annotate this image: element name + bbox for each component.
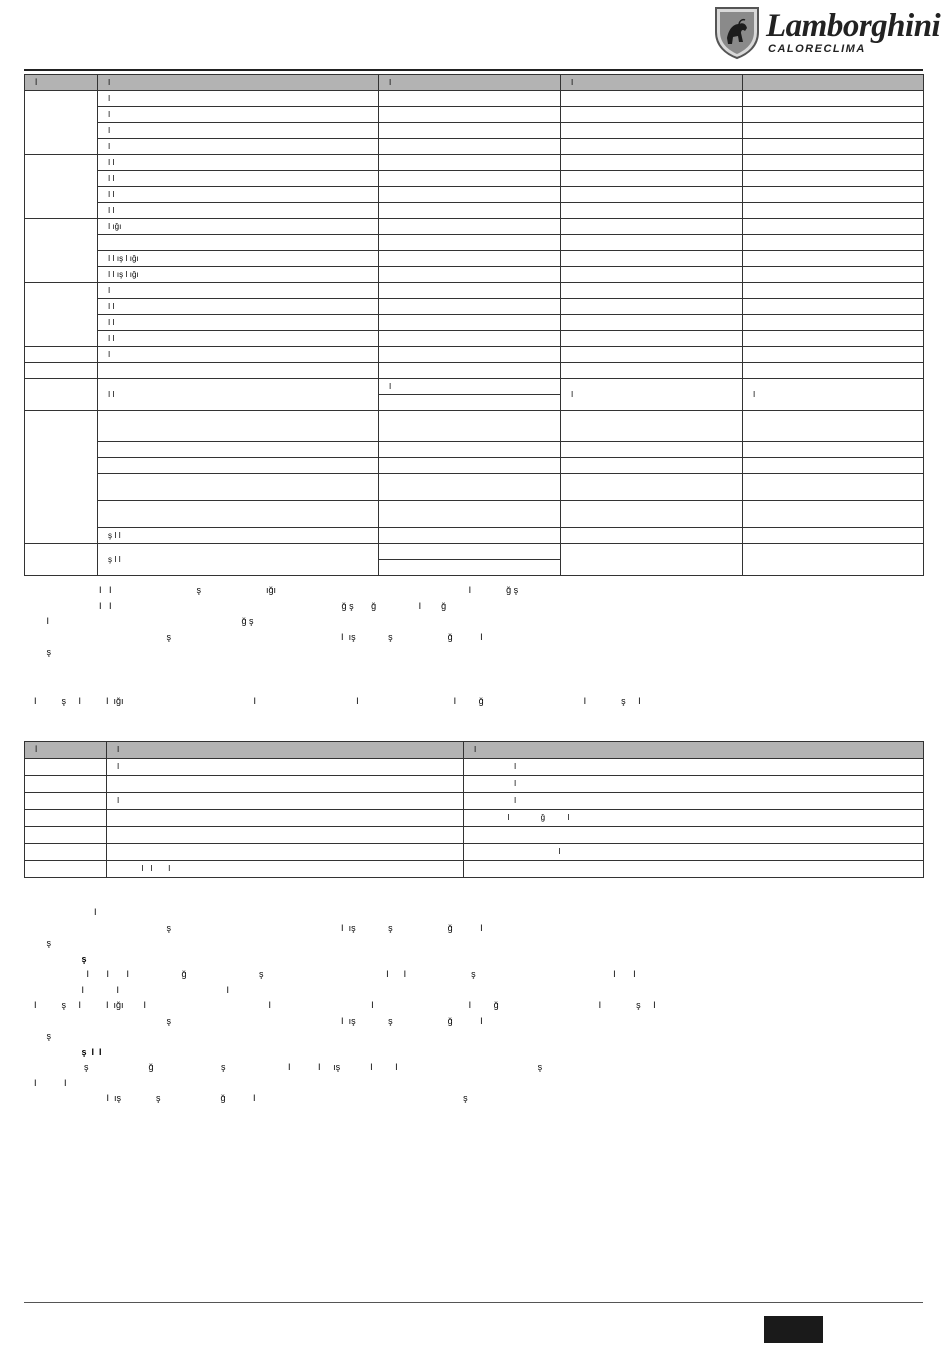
- text-line: I: [24, 907, 97, 917]
- table-cell: [379, 395, 561, 411]
- table-cell: [561, 283, 743, 299]
- table-cell: [561, 235, 743, 251]
- table-cell: [561, 203, 743, 219]
- table-cell: I: [743, 379, 924, 411]
- table-cell: [561, 91, 743, 107]
- table-row: [25, 187, 924, 203]
- table-cell: [379, 331, 561, 347]
- table-cell: [743, 283, 924, 299]
- text-line: ş: [24, 938, 52, 948]
- table-cell: [743, 299, 924, 315]
- table-cell: I I: [98, 331, 379, 347]
- table-cell: I: [98, 123, 379, 139]
- table-cell: [107, 810, 464, 827]
- table-cell: [379, 560, 561, 576]
- text-line: ş: [24, 1031, 52, 1041]
- table-row: [25, 315, 924, 331]
- table-cell: ş I I: [98, 544, 379, 576]
- table-cell: [379, 528, 561, 544]
- table-header-row: [25, 742, 924, 759]
- table-cell: I: [561, 379, 743, 411]
- table-cell: [379, 123, 561, 139]
- table-cell: [743, 411, 924, 442]
- table-cell: I: [98, 347, 379, 363]
- table-cell: I I: [98, 171, 379, 187]
- table-cell: [743, 315, 924, 331]
- brand-subname: CALORECLIMA: [768, 43, 866, 55]
- table-cell: [743, 203, 924, 219]
- text-line: ş: [24, 953, 87, 964]
- table-cell: [98, 363, 379, 379]
- table-cell: [743, 187, 924, 203]
- table-cell: [743, 91, 924, 107]
- table-cell: [743, 155, 924, 171]
- table-cell: [379, 411, 561, 442]
- table-row: [25, 442, 924, 458]
- table-cell: ş I I: [98, 528, 379, 544]
- table-header-cell: İ: [25, 75, 98, 91]
- table-cell: [743, 107, 924, 123]
- group-cell: [25, 283, 98, 347]
- table-cell: [743, 363, 924, 379]
- table-cell: [25, 827, 107, 844]
- group-cell: [25, 363, 98, 379]
- group-cell: [25, 155, 98, 219]
- notes-paragraph-2: [24, 694, 923, 710]
- table-cell: [561, 442, 743, 458]
- table-cell: I: [98, 107, 379, 123]
- text-line: I I ğ ş ğ I ğ: [24, 600, 447, 611]
- table-cell: I: [379, 379, 561, 395]
- table-cell: [379, 474, 561, 501]
- table-cell: [25, 776, 107, 793]
- table-row: [25, 155, 924, 171]
- table-cell: [743, 442, 924, 458]
- table-cell: [107, 827, 464, 844]
- table-cell: I: [464, 759, 924, 776]
- table-cell: [379, 544, 561, 560]
- brand-logo: [712, 4, 941, 60]
- table-cell: I: [464, 793, 924, 810]
- table-cell: [464, 861, 924, 878]
- group-cell: [25, 379, 98, 411]
- table-row: [25, 411, 924, 442]
- table-cell: [25, 810, 107, 827]
- table-cell: [561, 107, 743, 123]
- text-line: I I ş ığı I ğ ş: [24, 585, 519, 595]
- table-row: [25, 347, 924, 363]
- table-cell: I ğ I: [464, 810, 924, 827]
- table-cell: [561, 267, 743, 283]
- group-cell: [25, 411, 98, 544]
- table-cell: [743, 139, 924, 155]
- table-cell: [743, 219, 924, 235]
- notes-paragraph-1: [24, 583, 923, 661]
- table-cell: [98, 501, 379, 528]
- table-cell: [561, 123, 743, 139]
- table-cell: [98, 235, 379, 251]
- table-cell: [379, 107, 561, 123]
- table-cell: [561, 528, 743, 544]
- table-row: [25, 458, 924, 474]
- table-cell: I I I: [107, 861, 464, 878]
- text-line: ş ğ ş I I ış I I ş: [24, 1062, 543, 1072]
- table-cell: I: [98, 139, 379, 155]
- table-cell: [107, 844, 464, 861]
- group-cell: [25, 544, 98, 576]
- table-row: [25, 203, 924, 219]
- table-cell: [107, 776, 464, 793]
- table-row: [25, 827, 924, 844]
- table-cell: [743, 347, 924, 363]
- table-cell: [743, 544, 924, 576]
- table-row: [25, 544, 924, 560]
- table-cell: I: [464, 844, 924, 861]
- table-cell: [379, 363, 561, 379]
- table-row: [25, 363, 924, 379]
- table-cell: I I: [98, 315, 379, 331]
- group-cell: [25, 347, 98, 363]
- table-cell: [743, 171, 924, 187]
- table-cell: [379, 299, 561, 315]
- table-cell: I I: [98, 379, 379, 411]
- table-cell: [379, 235, 561, 251]
- table-cell: [743, 458, 924, 474]
- table-header-cell: I: [561, 75, 743, 91]
- table-cell: [561, 474, 743, 501]
- table-cell: [98, 442, 379, 458]
- table-cell: [561, 411, 743, 442]
- table-cell: [379, 187, 561, 203]
- table-header-cell: İ: [25, 742, 107, 759]
- brand-wordmark: Lamborghini: [766, 8, 941, 44]
- table-cell: [743, 235, 924, 251]
- table-cell: [379, 315, 561, 331]
- table-row: [25, 528, 924, 544]
- table-cell: [561, 331, 743, 347]
- table-cell: [379, 501, 561, 528]
- table-cell: [743, 251, 924, 267]
- table-row: [25, 251, 924, 267]
- table-row: [25, 123, 924, 139]
- table-row: [25, 107, 924, 123]
- table-cell: [379, 219, 561, 235]
- table-row: [25, 844, 924, 861]
- table-cell: [561, 315, 743, 331]
- table-cell: [561, 363, 743, 379]
- table-row: [25, 91, 924, 107]
- table-header-cell: I: [464, 742, 924, 759]
- table-row: [25, 810, 924, 827]
- table-cell: [561, 155, 743, 171]
- table-header-cell: [743, 75, 924, 91]
- text-line: I ğ ş: [24, 616, 254, 626]
- table-header-cell: I: [379, 75, 561, 91]
- table-row: [25, 776, 924, 793]
- table-row: [25, 299, 924, 315]
- table-cell: [743, 501, 924, 528]
- table-row: [25, 501, 924, 528]
- table-cell: [561, 347, 743, 363]
- table-row: [25, 283, 924, 299]
- table-cell: I: [98, 91, 379, 107]
- group-cell: [25, 219, 98, 283]
- text-line: I ş I I ığı I I I ğ I ş I: [24, 696, 641, 706]
- table-cell: [379, 251, 561, 267]
- text-line: ş I I: [24, 1046, 102, 1057]
- table-cell: I I: [98, 155, 379, 171]
- table-cell: [379, 283, 561, 299]
- table-row: [25, 759, 924, 776]
- specification-table: [24, 74, 924, 576]
- text-line: I I I ğ ş I I ş I I: [24, 969, 636, 979]
- table-cell: [561, 251, 743, 267]
- table-cell: [743, 474, 924, 501]
- table-cell: I: [98, 283, 379, 299]
- table-cell: [98, 474, 379, 501]
- text-line: ş I ış ş ğ I: [24, 631, 483, 642]
- table-cell: I I: [98, 187, 379, 203]
- notes-paragraph-3: [24, 905, 923, 1107]
- table-cell: [98, 411, 379, 442]
- table-header-row: [25, 75, 924, 91]
- table-cell: [25, 844, 107, 861]
- table-cell: [561, 544, 743, 576]
- table-cell: [98, 458, 379, 474]
- table-cell: [743, 123, 924, 139]
- table-cell: [379, 458, 561, 474]
- table-cell: [379, 203, 561, 219]
- table-row: [25, 171, 924, 187]
- table-cell: I I ış I ığı: [98, 251, 379, 267]
- table-cell: [379, 442, 561, 458]
- text-line: I I I: [24, 984, 230, 995]
- table-row: [25, 139, 924, 155]
- table-row: [25, 793, 924, 810]
- table-cell: [379, 267, 561, 283]
- footer-divider: [24, 1302, 923, 1303]
- code-table: [24, 741, 924, 878]
- text-line: I ış ş ğ I ş: [24, 1093, 468, 1103]
- header-divider: [24, 69, 923, 71]
- table-cell: [561, 299, 743, 315]
- table-cell: [379, 155, 561, 171]
- text-line: ş I ış ş ğ I: [24, 1015, 483, 1026]
- table-cell: I: [464, 776, 924, 793]
- text-line: I ş I I ığı I I I I ğ I ş I: [24, 1000, 656, 1010]
- table-cell: [743, 331, 924, 347]
- table-cell: [379, 91, 561, 107]
- table-cell: [743, 267, 924, 283]
- text-line: ş I ış ş ğ I: [24, 922, 483, 933]
- table-cell: [743, 528, 924, 544]
- text-line: I I: [24, 1077, 67, 1088]
- table-cell: [464, 827, 924, 844]
- table-cell: [561, 501, 743, 528]
- table-cell: [379, 347, 561, 363]
- table-header-cell: I: [98, 75, 379, 91]
- table-row: [25, 219, 924, 235]
- table-row: [25, 331, 924, 347]
- table-row: [25, 379, 924, 395]
- bull-shield-icon: [712, 4, 762, 60]
- group-cell: [25, 91, 98, 155]
- table-cell: [561, 458, 743, 474]
- table-header-cell: I: [107, 742, 464, 759]
- table-cell: [561, 187, 743, 203]
- table-cell: I I: [98, 299, 379, 315]
- table-cell: [561, 219, 743, 235]
- table-cell: [379, 171, 561, 187]
- table-cell: [25, 861, 107, 878]
- table-row: [25, 267, 924, 283]
- table-cell: I ığı: [98, 219, 379, 235]
- table-cell: I: [107, 759, 464, 776]
- table-row: [25, 861, 924, 878]
- table-cell: [561, 171, 743, 187]
- page-number-box: [764, 1316, 823, 1343]
- table-cell: I I ış I ığı: [98, 267, 379, 283]
- table-cell: I: [107, 793, 464, 810]
- table-cell: [25, 759, 107, 776]
- table-cell: [561, 139, 743, 155]
- table-cell: [25, 793, 107, 810]
- table-row: [25, 235, 924, 251]
- table-cell: I I: [98, 203, 379, 219]
- text-line: ş: [24, 647, 52, 657]
- table-cell: [379, 139, 561, 155]
- table-row: [25, 474, 924, 501]
